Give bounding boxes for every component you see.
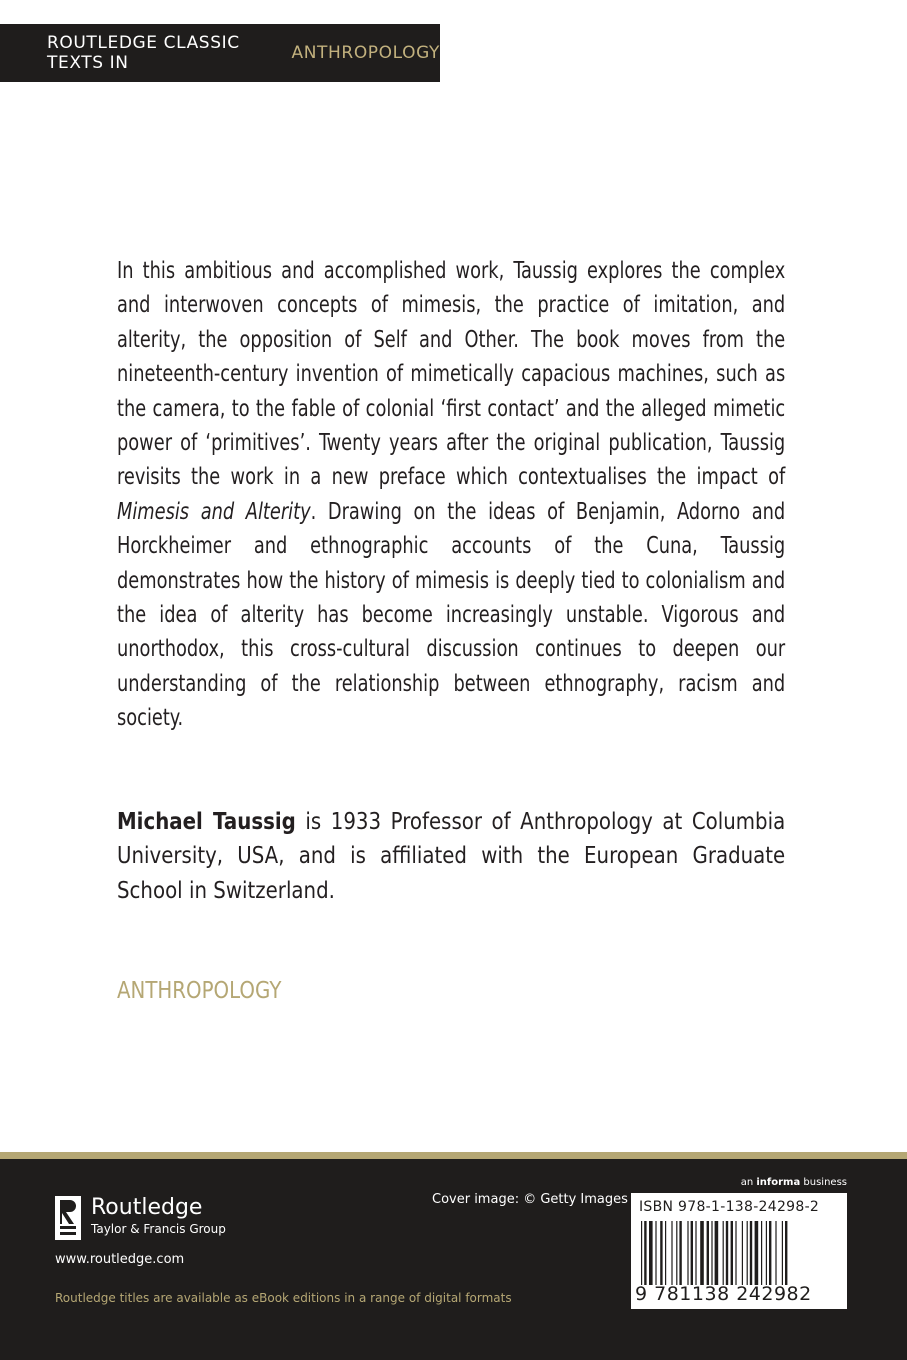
book-blurb <box>117 254 785 736</box>
barcode-bar <box>695 1221 696 1285</box>
informa-bold: informa <box>756 1177 801 1188</box>
barcode-bar <box>691 1221 693 1285</box>
barcode-bar <box>775 1221 776 1285</box>
routledge-logo-icon <box>55 1196 81 1240</box>
barcode-bar <box>726 1221 728 1285</box>
barcode-bars <box>639 1221 839 1285</box>
barcode-bar <box>687 1221 688 1285</box>
barcode-bar <box>700 1221 704 1285</box>
barcode-bar <box>679 1221 681 1285</box>
barcode-bar <box>782 1221 783 1285</box>
informa-suffix: business <box>800 1177 847 1188</box>
barcode-bar <box>655 1221 656 1285</box>
barcode-bar <box>731 1221 733 1285</box>
blurb-part2: . Drawing on the ideas of Benjamin, Adorno and Horckheimer and ethnographic accounts of the Cuna, Taussig demonstrates how the history of mimesis is deeply tied to colonialism and the idea of alterity has become increasingly unstable. Vigorous and unorthodox, this cross-cultural discussion continues to deepen our understanding of the relationship between ethnography, racism and society. <box>117 498 786 732</box>
barcode-bar <box>644 1221 646 1285</box>
barcode-bar <box>769 1221 771 1285</box>
barcode-bar <box>742 1221 743 1285</box>
series-prefix: ROUTLEDGE CLASSIC TEXTS IN <box>47 33 240 73</box>
cover-credit: Cover image: © Getty Images <box>432 1192 628 1207</box>
informa-prefix: an <box>740 1177 757 1188</box>
barcode-bar <box>641 1221 642 1285</box>
barcode-bar <box>766 1221 767 1285</box>
blurb-part1: In this ambitious and accomplished work, Taussig explores the complex and interwoven concepts of mimesis, the practice of imitation, and alterity, the opposition of Self and Other. The book moves from the nineteenth-century invention of mimetically capacious machines, such as the camera, to the fable of colonial ‘first contact’ and the alleged mimetic power of ‘primitives’. Twenty years after the original publication, Taussig revisits the work in a new preface which contextualises the impact of <box>117 258 786 491</box>
ebook-note: Routledge titles are available as eBook editions in a range of digital formats <box>55 1291 512 1305</box>
series-accent: ANTHROPOLOGY <box>291 43 440 63</box>
author-bio <box>117 805 785 908</box>
barcode-bar <box>785 1221 787 1285</box>
barcode-bar <box>671 1221 672 1285</box>
barcode-bar <box>649 1221 653 1285</box>
barcode-bar <box>755 1221 759 1285</box>
barcode-bar <box>707 1221 709 1285</box>
barcode-bar <box>660 1221 662 1285</box>
subject-category: ANTHROPOLOGY <box>117 978 282 1004</box>
barcode-bar <box>735 1221 736 1285</box>
barcode-bar <box>747 1221 748 1285</box>
barcode-bar <box>715 1221 719 1285</box>
informa-tagline <box>741 1177 847 1188</box>
isbn-label: ISBN 978-1-138-24298-2 <box>639 1199 820 1215</box>
publisher-name: Routledge <box>91 1195 203 1220</box>
barcode-bar <box>665 1221 666 1285</box>
publisher-website: www.routledge.com <box>55 1252 185 1267</box>
barcode-bar <box>750 1221 752 1285</box>
publisher-group: Taylor & Francis Group <box>91 1222 226 1236</box>
barcode-bar <box>676 1221 677 1285</box>
blurb-title: Mimesis and Alterity <box>117 498 311 525</box>
author-bio-text: is 1933 Professor of Anthropology at Columbia University, USA, and is affiliated with the European Graduate School in Switzerland. <box>117 809 786 904</box>
barcode-bar <box>711 1221 712 1285</box>
isbn-barcode <box>631 1193 847 1309</box>
barcode-bar <box>761 1221 762 1285</box>
series-banner <box>0 24 440 82</box>
author-name: Michael Taussig <box>117 809 296 835</box>
publisher-logo <box>55 1196 226 1240</box>
isbn-digits: 9 781138 242982 <box>635 1283 812 1305</box>
footer <box>0 1152 907 1360</box>
barcode-bar <box>723 1221 724 1285</box>
